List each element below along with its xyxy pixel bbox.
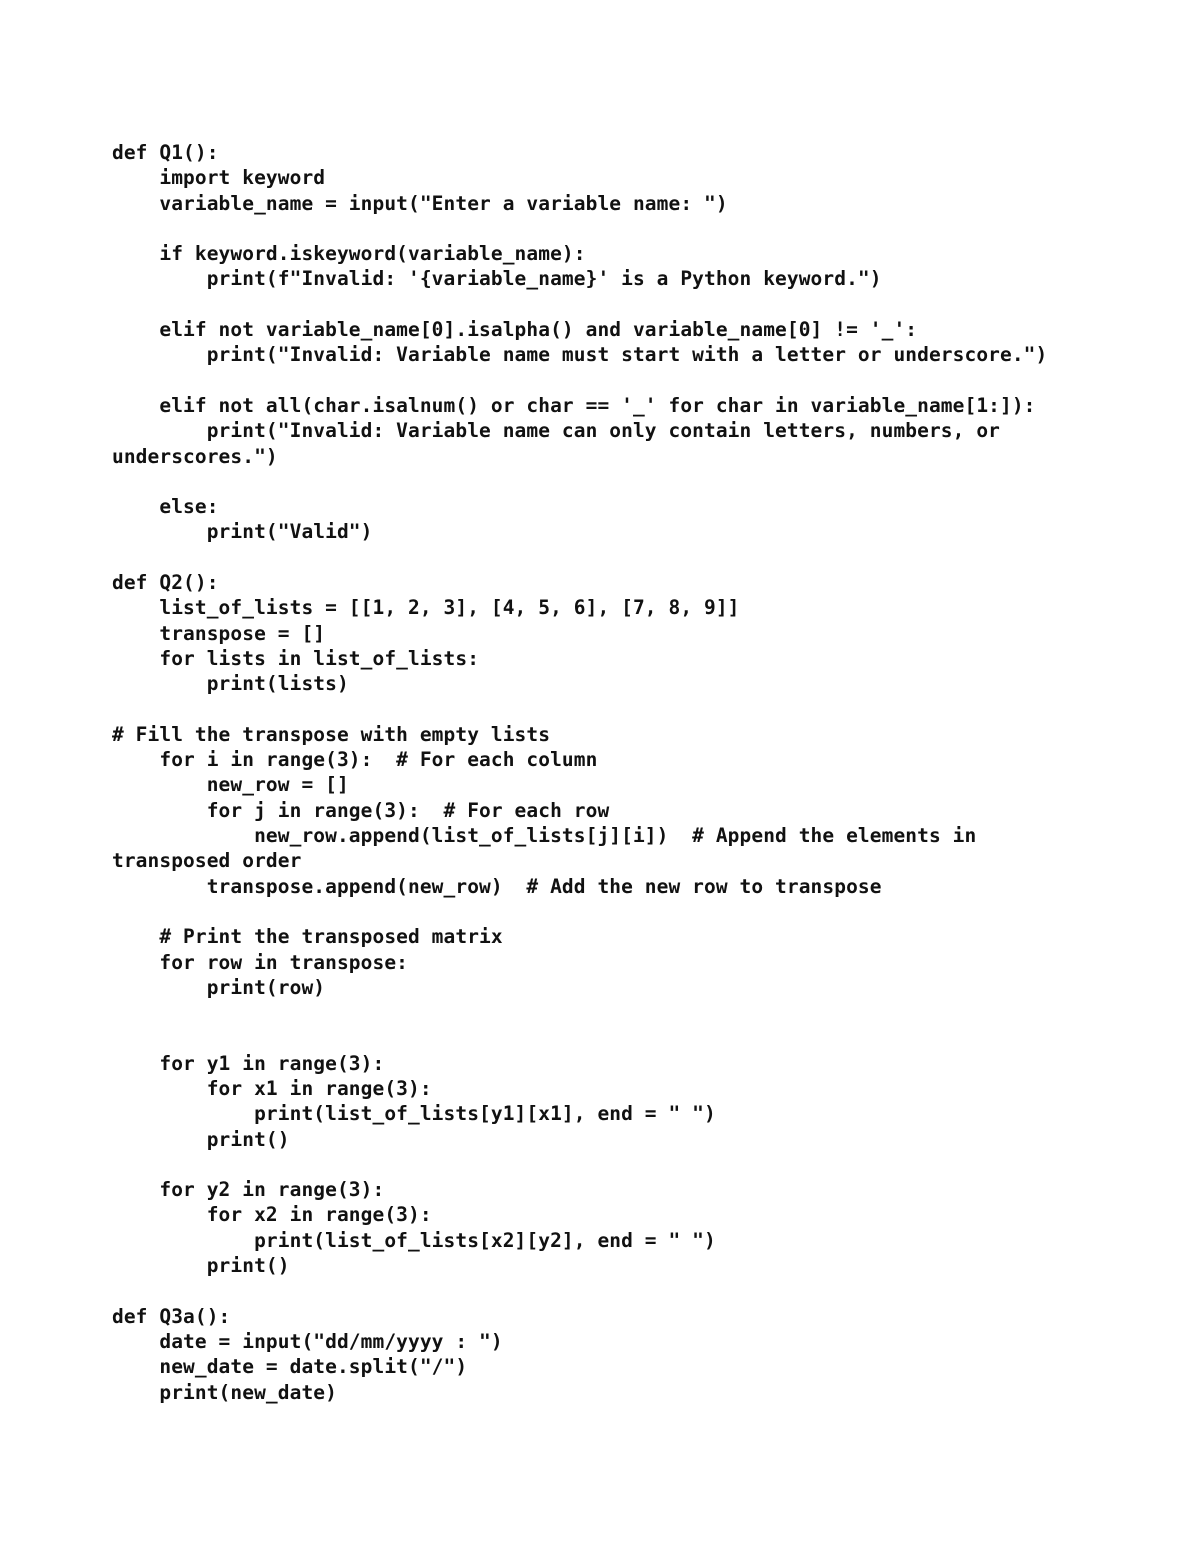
code-line: print() bbox=[112, 1254, 290, 1278]
code-line: if keyword.iskeyword(variable_name): bbox=[112, 242, 586, 266]
code-line bbox=[112, 899, 1132, 924]
code-line: transpose = [] bbox=[112, 621, 326, 645]
code-line: underscores.") bbox=[112, 444, 278, 468]
code-line: import keyword bbox=[112, 166, 326, 190]
code-listing bbox=[112, 140, 1132, 1405]
code-line: new_date = date.split("/") bbox=[112, 1355, 468, 1379]
code-line bbox=[112, 1000, 1132, 1025]
code-line bbox=[112, 368, 1132, 393]
code-line: date = input("dd/mm/yyyy : ") bbox=[112, 1329, 503, 1353]
code-line: for row in transpose: bbox=[112, 950, 408, 974]
code-line: transpose.append(new_row) # Add the new row to transpose bbox=[112, 874, 882, 898]
code-line bbox=[112, 292, 1132, 317]
code-line: else: bbox=[112, 495, 219, 519]
code-line bbox=[112, 1152, 1132, 1177]
code-line bbox=[112, 545, 1132, 570]
code-line: # Print the transposed matrix bbox=[112, 925, 503, 949]
code-line: # Fill the transpose with empty lists bbox=[112, 722, 551, 746]
code-line: variable_name = input("Enter a variable name: ") bbox=[112, 191, 728, 215]
code-line: for lists in list_of_lists: bbox=[112, 646, 480, 670]
code-line: for i in range(3): # For each column bbox=[112, 748, 598, 772]
code-line: for x2 in range(3): bbox=[112, 1203, 432, 1227]
code-line: print(row) bbox=[112, 975, 326, 999]
code-line: for y1 in range(3): bbox=[112, 1051, 385, 1075]
code-line bbox=[112, 469, 1132, 494]
code-line bbox=[112, 1025, 1132, 1050]
code-line bbox=[112, 697, 1132, 722]
code-line: elif not all(char.isalnum() or char == '_' for char in variable_name[1:]): bbox=[112, 393, 1036, 417]
code-line: print("Invalid: Variable name must start with a letter or underscore.") bbox=[112, 343, 1048, 367]
code-line: print("Valid") bbox=[112, 520, 373, 544]
code-line: transposed order bbox=[112, 849, 302, 873]
code-line: def Q1(): bbox=[112, 141, 219, 164]
code-line: print("Invalid: Variable name can only contain letters, numbers, or bbox=[112, 419, 1000, 443]
code-line: print(lists) bbox=[112, 672, 349, 696]
code-line: list_of_lists = [[1, 2, 3], [4, 5, 6], [7, 8, 9]] bbox=[112, 596, 740, 620]
code-line: print(list_of_lists[x2][y2], end = " ") bbox=[112, 1228, 716, 1252]
code-line: for x1 in range(3): bbox=[112, 1076, 432, 1100]
code-line: print(f"Invalid: '{variable_name}' is a Python keyword.") bbox=[112, 267, 882, 291]
code-line: print(list_of_lists[y1][x1], end = " ") bbox=[112, 1102, 716, 1126]
code-line bbox=[112, 1278, 1132, 1303]
code-line: print(new_date) bbox=[112, 1380, 337, 1404]
code-line: elif not variable_name[0].isalpha() and variable_name[0] != '_': bbox=[112, 318, 918, 342]
code-line: new_row = [] bbox=[112, 773, 349, 797]
code-line: print() bbox=[112, 1127, 290, 1151]
code-line: def Q2(): bbox=[112, 571, 219, 595]
code-line bbox=[112, 216, 1132, 241]
code-line: for j in range(3): # For each row bbox=[112, 798, 610, 822]
code-line: def Q3a(): bbox=[112, 1304, 231, 1328]
code-line: new_row.append(list_of_lists[j][i]) # Append the elements in bbox=[112, 824, 977, 848]
code-line: for y2 in range(3): bbox=[112, 1178, 385, 1202]
